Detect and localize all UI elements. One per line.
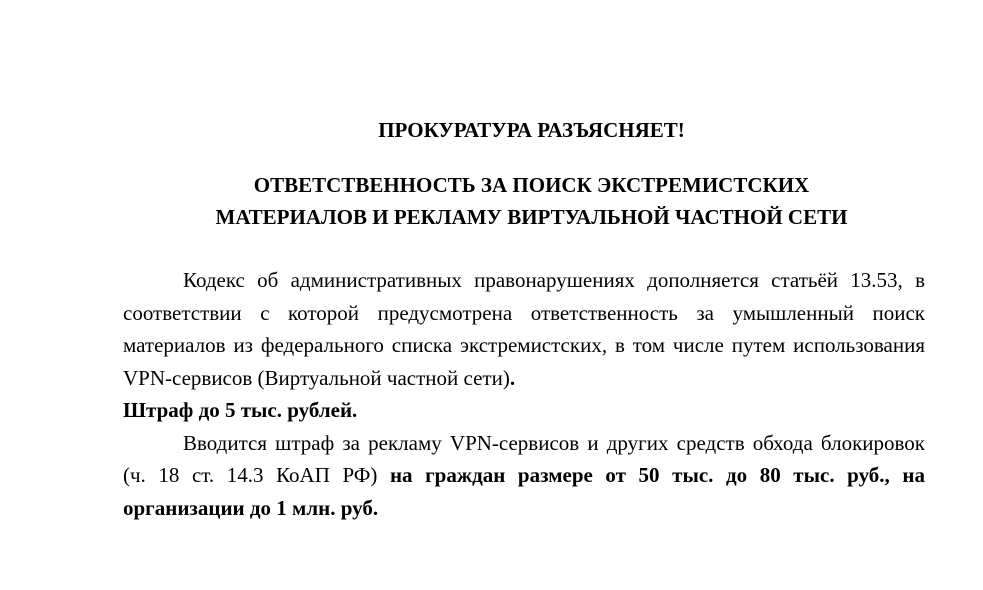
fine-5k-text: Штраф до 5 тыс. рублей. <box>123 398 358 422</box>
paragraph-1-text: Кодекс об административных правонарушениях дополняется статьёй 13.53, в соответствии с которой предусмотрена ответственность за умышленный поиск материалов из федерального списка экстремистских, в том числе путем использования VPN-сервисов (Виртуальной частной сети) <box>123 268 925 390</box>
paragraph-vpn-advertising <box>123 427 925 525</box>
document-title: ПРОКУРАТУРА РАЗЪЯСНЯЕТ! <box>378 118 685 142</box>
paragraph-1-period: . <box>509 365 516 390</box>
subtitle-line-1: ОТВЕТСТВЕННОСТЬ ЗА ПОИСК ЭКСТРЕМИСТСКИХ <box>253 173 810 197</box>
paragraph-2-fine: на граждан размере от 50 тыс. до 80 тыс. руб., на организации до 1 млн. руб. <box>123 463 925 520</box>
document-subtitle <box>40 169 983 233</box>
document-body <box>123 264 925 524</box>
subtitle-line-2: МАТЕРИАЛОВ И РЕКЛАМУ ВИРТУАЛЬНОЙ ЧАСТНОЙ СЕТИ <box>215 205 848 229</box>
paragraph-2-text: Вводится штраф за рекламу VPN-сервисов и других средств обхода блокировок (ч. 18 ст. 14.3 КоАП РФ) <box>123 430 925 487</box>
paragraph-article-13-53 <box>123 264 925 394</box>
